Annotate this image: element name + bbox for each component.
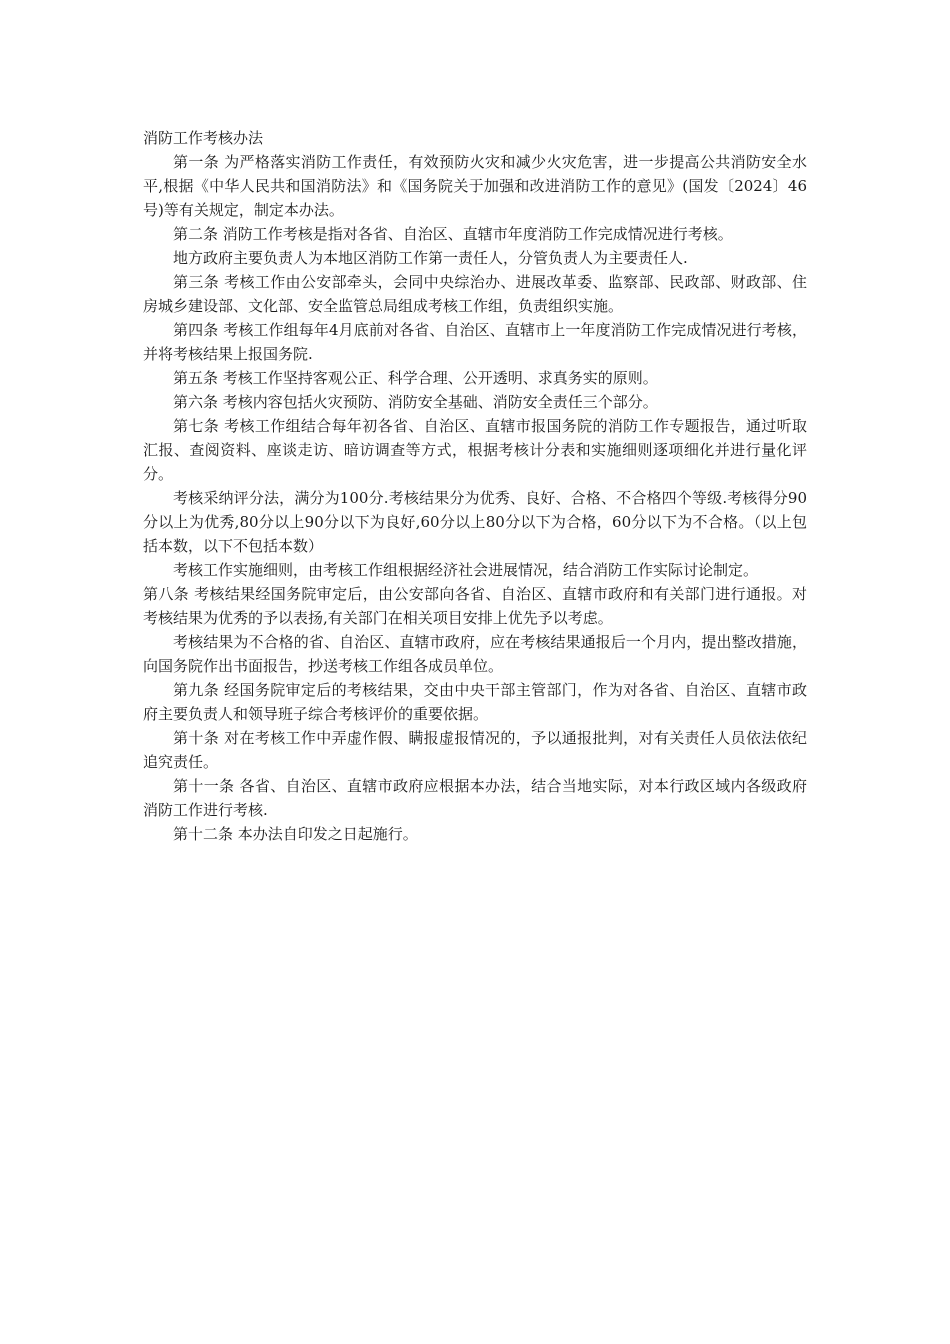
paragraph-10: 考核工作实施细则，由考核工作组根据经济社会进展情况，结合消防工作实际讨论制定。	[173, 561, 759, 579]
paragraph-12: 考核结果为不合格的省、自治区、直辖市政府，应在考核结果通报后一个月内，提出整改措施，向国务院作出书面报告，抄送考核工作组各成员单位。	[143, 633, 807, 675]
document-title: 消防工作考核办法	[143, 129, 264, 147]
paragraph-16: 第十二条 本办法自印发之日起施行。	[173, 825, 418, 843]
paragraph-6: 第五条 考核工作坚持客观公正、科学合理、公开透明、求真务实的原则。	[173, 369, 658, 387]
paragraph-2: 第二条 消防工作考核是指对各省、自治区、直辖市年度消防工作完成情况进行考核。	[173, 225, 733, 243]
paragraph-4: 第三条 考核工作由公安部牵头，会同中央综治办、进展改革委、监察部、民政部、财政部、住房城乡建设部、文化部、安全监管总局组成考核工作组，负责组织实施。	[143, 273, 807, 315]
paragraph-15: 第十一条 各省、自治区、直辖市政府应根据本办法，结合当地实际，对本行政区域内各级政府消防工作进行考核.	[143, 777, 807, 819]
paragraph-9: 考核采纳评分法，满分为100分.考核结果分为优秀、良好、合格、不合格四个等级.考核得分90分以上为优秀,80分以上90分以下为良好,60分以上80分以下为合格，60分以下为不合格。（以上包括本数，以下不包括本数）	[143, 489, 807, 555]
paragraph-3: 地方政府主要负责人为本地区消防工作第一责任人，分管负责人为主要责任人.	[173, 249, 688, 267]
document-body	[143, 126, 807, 846]
paragraph-8: 第七条 考核工作组结合每年初各省、自治区、直辖市报国务院的消防工作专题报告，通过听取汇报、查阅资料、座谈走访、暗访调查等方式，根据考核计分表和实施细则逐项细化并进行量化评分。	[143, 417, 807, 483]
paragraph-13: 第九条 经国务院审定后的考核结果，交由中央干部主管部门，作为对各省、自治区、直辖市政府主要负责人和领导班子综合考核评价的重要依据。	[143, 681, 807, 723]
paragraph-11: 第八条 考核结果经国务院审定后，由公安部向各省、自治区、直辖市政府和有关部门进行通报。对考核结果为优秀的予以表扬,有关部门在相关项目安排上优先予以考虑。	[143, 585, 807, 627]
paragraph-1: 第一条 为严格落实消防工作责任，有效预防火灾和减少火灾危害，进一步提高公共消防安全水平,根据《中华人民共和国消防法》和《国务院关于加强和改进消防工作的意见》(国发〔2024〕46号)等有关规定，制定本办法。	[143, 153, 807, 219]
paragraph-7: 第六条 考核内容包括火灾预防、消防安全基础、消防安全责任三个部分。	[173, 393, 658, 411]
paragraph-14: 第十条 对在考核工作中弄虚作假、瞒报虚报情况的，予以通报批判，对有关责任人员依法依纪追究责任。	[143, 729, 807, 771]
paragraph-5: 第四条 考核工作组每年4月底前对各省、自治区、直辖市上一年度消防工作完成情况进行考核，并将考核结果上报国务院.	[143, 321, 807, 363]
